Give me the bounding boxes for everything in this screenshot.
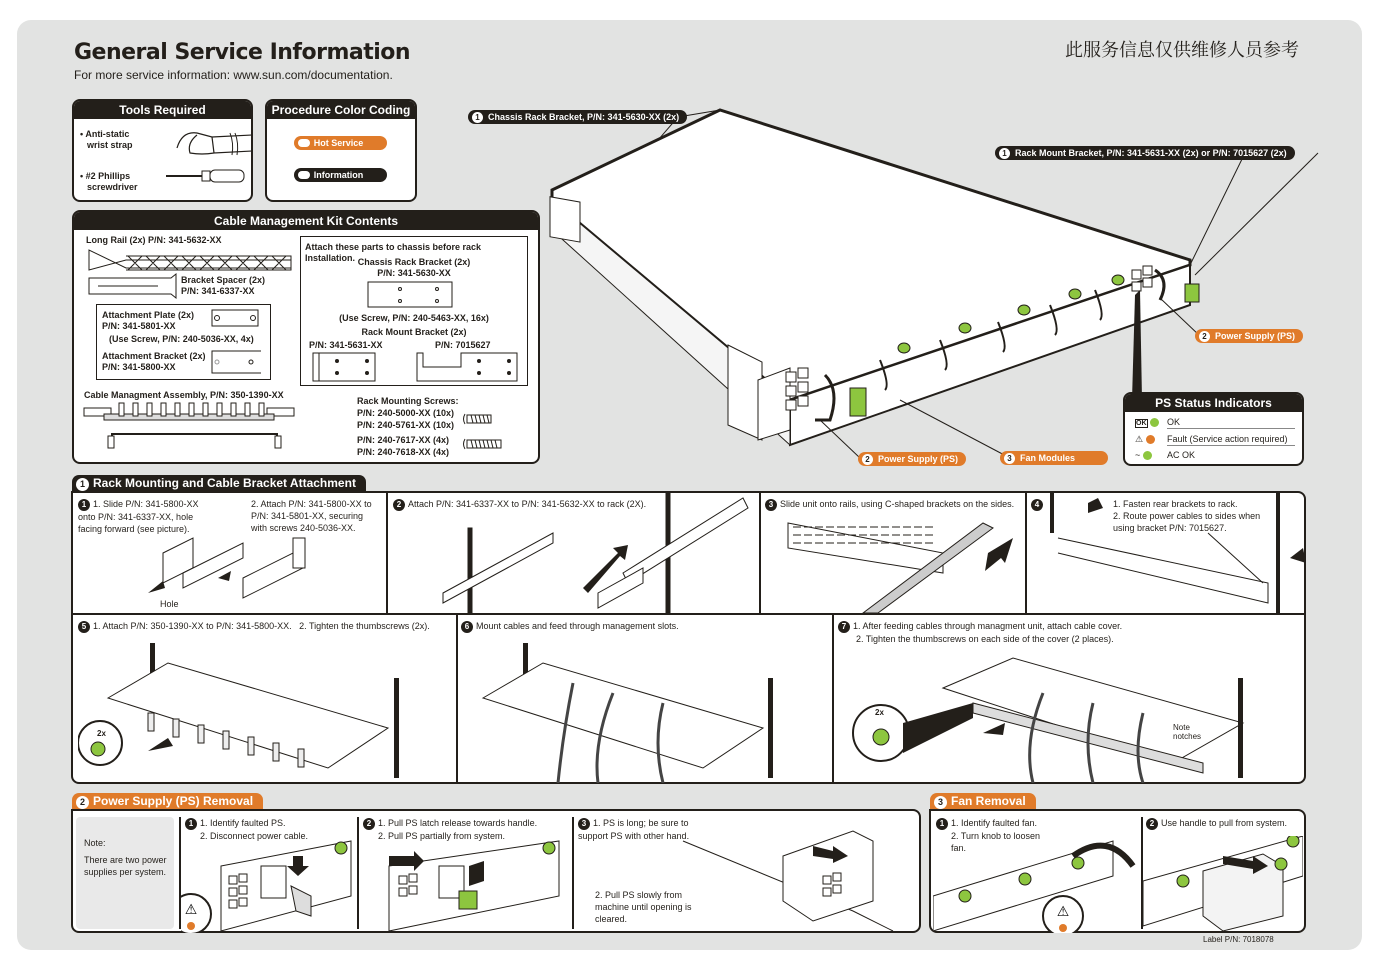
- note-text: There are two power supplies per system.: [84, 855, 167, 877]
- pull-latch-drawing: [359, 836, 571, 933]
- page-subtitle: For more service information: www.sun.com/documentation.: [74, 68, 393, 82]
- hole-label: Hole: [160, 599, 179, 609]
- rack-mount-bracket-drawing: [311, 351, 526, 383]
- ps-status-panel: [1123, 392, 1304, 466]
- section1-panel: [71, 491, 1306, 784]
- section3-tab: 3 Fan Removal: [930, 793, 1036, 809]
- step3-text: 3 Slide unit onto rails, using C-shaped brackets on the sides.: [765, 498, 1014, 511]
- rack-screw-2: P/N: 240-5761-XX (10x): [357, 420, 455, 430]
- fan-step1-text: 1 1. Identify faulted fan. 2. Turn knob to loosen fan.: [936, 817, 1056, 854]
- attachment-plate-screw: (Use Screw, P/N: 240-5036-XX, 4x): [109, 334, 254, 344]
- cable-kit-panel: [72, 210, 540, 464]
- section3-panel: [929, 809, 1306, 933]
- attachment-plate-label: Attachment Plate (2x) P/N: 341-5801-XX: [102, 310, 195, 331]
- step2-text: 2 Attach P/N: 341-6337-XX to P/N: 341-5632-XX to rack (2X).: [393, 498, 646, 511]
- long-rail-label: Long Rail (2x) P/N: 341-5632-XX: [86, 235, 222, 245]
- cable-cover-drawing: [843, 643, 1303, 783]
- tools-title: Tools Required: [74, 101, 251, 119]
- attachment-bracket-label: Attachment Bracket (2x) P/N: 341-5800-XX: [102, 351, 206, 372]
- fan-step2-text: 2 Use handle to pull from system.: [1146, 817, 1287, 830]
- ok-icon: OK: [1136, 420, 1147, 427]
- ps-status-row-ac: ~ AC OK: [1135, 450, 1196, 460]
- step4-text-b: 2. Route power cables to sides when using bracket P/N: 7015627.: [1113, 511, 1261, 533]
- step4-text-a: 1. Fasten rear brackets to rack.: [1113, 499, 1238, 509]
- led-orange: [1146, 435, 1155, 444]
- page-title: General Service Information: [74, 40, 411, 65]
- step7-2x: 2x: [875, 708, 884, 717]
- chassis-screw-note: (Use Screw, P/N: 240-5463-XX, 16x): [339, 313, 489, 323]
- rack-screw-4: P/N: 240-7618-XX (4x): [357, 447, 450, 457]
- ps-status-title: PS Status Indicators: [1125, 394, 1302, 412]
- section2-tab: 2 Power Supply (PS) Removal: [72, 793, 263, 809]
- screw-icons: [462, 410, 507, 455]
- tool-wrist-strap-label: • Anti-static wrist strap: [80, 129, 133, 150]
- step7-text-a: 7 1. After feeding cables through managment unit, attach cable cover.: [838, 620, 1122, 633]
- tool-screwdriver-label: • #2 Phillips screwdriver: [80, 171, 138, 192]
- cable-assembly-attach-drawing: [78, 643, 453, 783]
- rack-bracket-pn-a: P/N: 341-5631-XX: [309, 340, 383, 350]
- mount-cables-drawing: [463, 643, 828, 783]
- rack-bracket-pn-b: P/N: 7015627: [435, 340, 491, 350]
- ps-step3-text-a: 3 1. PS is long; be sure to support PS with other hand.: [578, 818, 690, 841]
- step7-text-b: 2. Tighten the thumbscrews on each side of the cover (2 places).: [856, 634, 1114, 644]
- procedure-color-coding-panel: [265, 99, 417, 202]
- step1-text-a: 1 1. Slide P/N: 341-5800-XX onto P/N: 341-6337-XX, hole facing forward (see picture).: [78, 499, 199, 534]
- callout-rack-mount-bracket: 1 Rack Mount Bracket, P/N: 341-5631-XX (2x) or P/N: 7015627 (2x): [995, 146, 1295, 160]
- step5-2x: 2x: [97, 729, 106, 738]
- chinese-note: 此服务信息仅供维修人员参考: [1065, 40, 1299, 60]
- rack-screw-3: P/N: 240-7617-XX (4x): [357, 435, 450, 445]
- chassis-bracket-drawing: [367, 281, 455, 309]
- tools-required-panel: [72, 99, 253, 202]
- step5-text: 5 1. Attach P/N: 350-1390-XX to P/N: 341-5800-XX. 2. Tighten the thumbscrews (2x).: [78, 620, 430, 633]
- note-notches: Note notches: [1173, 723, 1202, 741]
- attach-note: Attach these parts to chassis before rack Installation.: [305, 242, 482, 263]
- attachment-plate-drawing: [211, 309, 261, 375]
- svg-text:⚠: ⚠: [1056, 903, 1070, 919]
- pull-fan-drawing: [1143, 836, 1303, 933]
- attachment-parts-box: [96, 304, 271, 380]
- bracket-spacer-label: Bracket Spacer (2x) P/N: 341-6337-XX: [181, 275, 266, 296]
- ps-step2-text: 2 1. Pull PS latch release towards handle. 2. Pull PS partially from system.: [363, 817, 537, 842]
- ps-step1-text: 1 1. Identify faulted PS. 2. Disconnect power cable.: [185, 817, 308, 842]
- disconnect-cable-drawing: [181, 836, 357, 933]
- bracket-assembly-drawing: [143, 533, 313, 608]
- note-box: [76, 817, 174, 929]
- rack-screws-title: Rack Mounting Screws:: [357, 396, 459, 406]
- ps-step3-text-b: 2. Pull PS slowly from machine until opening is cleared.: [595, 890, 692, 924]
- note-title: Note:: [84, 838, 106, 848]
- cable-assembly-drawing: [82, 402, 297, 452]
- section2-panel: [71, 809, 921, 933]
- led-green: [1150, 418, 1159, 427]
- color-coding-title: Procedure Color Coding: [267, 101, 415, 119]
- callout-power-supply-right: 2 Power Supply (PS): [1195, 329, 1303, 343]
- step4-num: 4: [1031, 498, 1046, 511]
- warning-icon: ⚠: [1135, 434, 1144, 444]
- led-green: [1143, 451, 1152, 460]
- chassis-bracket-label: Chassis Rack Bracket (2x) P/N: 341-5630-XX: [357, 257, 471, 278]
- rail-to-rack-drawing: [403, 493, 753, 613]
- callout-fan-modules: 3 Fan Modules: [1000, 451, 1108, 465]
- callout-chassis-rack-bracket: 1 Chassis Rack Bracket, P/N: 341-5630-XX (2x): [468, 110, 687, 124]
- ps-status-row-ok: OK OK: [1135, 416, 1300, 430]
- slide-unit-drawing: [773, 513, 1023, 613]
- ps-status-row-fault: ⚠ Fault (Service action required): [1135, 433, 1300, 445]
- callout-power-supply-left: 2 Power Supply (PS): [858, 452, 966, 466]
- information-legend: Information: [294, 168, 387, 182]
- label-part-number: Label P/N: 7018078: [1203, 935, 1274, 944]
- hot-service-legend: Hot Service: [294, 136, 387, 150]
- pre-install-parts-box: [300, 236, 528, 386]
- ac-icon: ~: [1135, 450, 1141, 460]
- screwdriver-icon: [164, 167, 249, 185]
- rack-mount-bracket-label: Rack Mount Bracket (2x): [361, 327, 467, 337]
- cable-assembly-label: Cable Managment Assembly, P/N: 350-1390-XX: [84, 390, 284, 400]
- svg-text:⚠: ⚠: [184, 901, 198, 917]
- wrist-strap-icon: [172, 123, 252, 159]
- step6-text: 6 Mount cables and feed through management slots.: [461, 620, 679, 633]
- step1-text-b: 2. Attach P/N: 341-5800-XX to P/N: 341-5801-XX, securing with screws 240-5036-XX.: [251, 499, 372, 533]
- kit-title: Cable Management Kit Contents: [74, 212, 538, 230]
- rack-screw-1: P/N: 240-5000-XX (10x): [357, 408, 455, 418]
- section1-tab: 1 Rack Mounting and Cable Bracket Attachment: [72, 475, 366, 491]
